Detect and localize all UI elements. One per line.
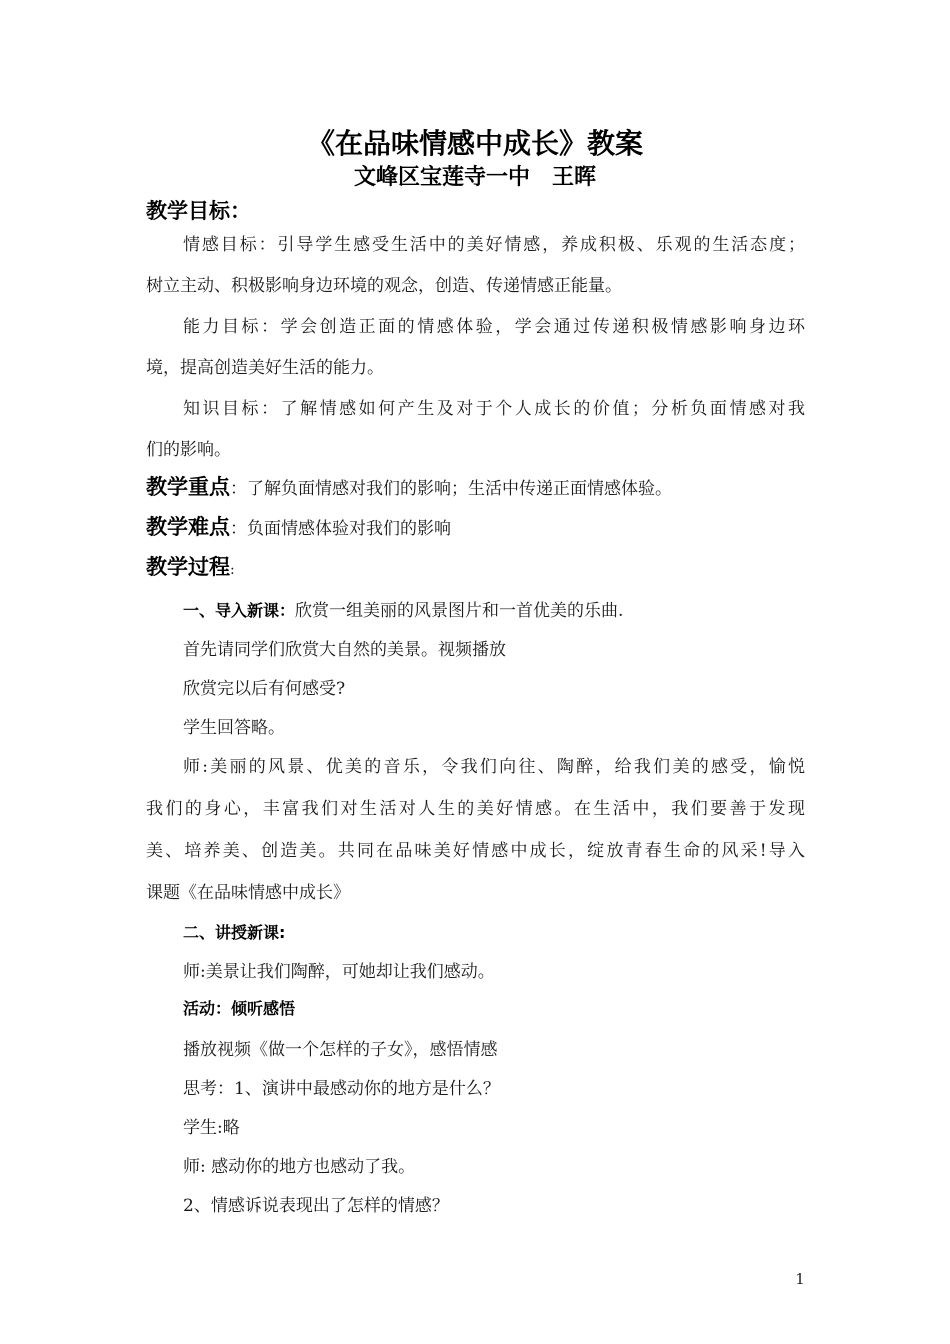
process-label: 教学过程 bbox=[146, 555, 230, 579]
process-p3: 学生回答略。 bbox=[183, 718, 285, 738]
ability-objective-line2: 境，提高创造美好生活的能力。 bbox=[146, 358, 384, 378]
teacher-paragraph-line3: 美、培养美、创造美。共同在品味美好情感中成长，绽放青春生命的风采!导入 bbox=[146, 841, 805, 861]
process-p8: 学生:略 bbox=[183, 1118, 240, 1138]
process-p1: 首先请同学们欣赏大自然的美景。视频播放 bbox=[183, 640, 506, 660]
process-p10: 2、情感诉说表现出了怎样的情感？ bbox=[183, 1196, 449, 1216]
process-colon: : bbox=[230, 562, 235, 578]
intro-paragraph bbox=[183, 596, 623, 621]
process-p5: 师:美景让我们陶醉，可她却让我们感动。 bbox=[183, 962, 495, 982]
ability-objective-line1: 能力目标：学会创造正面的情感体验，学会通过传递积极情感影响身边环 bbox=[183, 317, 805, 337]
process-p9: 师: 感动你的地方也感动了我。 bbox=[183, 1157, 416, 1177]
knowledge-objective-line2: 们的影响。 bbox=[146, 440, 231, 460]
objectives-heading: 教学目标： bbox=[146, 199, 251, 223]
difficulty bbox=[146, 511, 451, 541]
process-p7: 思考：1、演讲中最感动你的地方是什么？ bbox=[183, 1079, 500, 1099]
emotion-objective-line1: 情感目标：引导学生感受生活中的美好情感，养成积极、乐观的生活态度； bbox=[183, 235, 805, 255]
activity-heading: 活动：倾听感悟 bbox=[183, 999, 296, 1018]
key-point-label: 教学重点 bbox=[146, 475, 230, 499]
key-point-text: ：了解负面情感对我们的影响；生活中传递正面情感体验。 bbox=[230, 479, 672, 499]
difficulty-label: 教学难点 bbox=[146, 515, 230, 539]
intro-text: 欣赏一组美丽的风景图片和一首优美的乐曲. bbox=[295, 601, 624, 621]
author-line: 文峰区宝莲寺一中 王晖 bbox=[353, 165, 596, 190]
process-p6: 播放视频《做一个怎样的子女》，感悟情感 bbox=[183, 1040, 498, 1060]
knowledge-objective-line1: 知识目标：了解情感如何产生及对于个人成长的价值；分析负面情感对我 bbox=[183, 399, 805, 419]
new-lesson-heading: 二、讲授新课: bbox=[183, 923, 286, 942]
difficulty-text: ：负面情感体验对我们的影响 bbox=[230, 519, 451, 539]
document-title: 《在品味情感中成长》教案 bbox=[306, 127, 643, 160]
teacher-paragraph-line2: 我们的身心，丰富我们对生活对人生的美好情感。在生活中，我们要善于发现 bbox=[146, 799, 805, 819]
emotion-objective-line2: 树立主动、积极影响身边环境的观念，创造、传递情感正能量。 bbox=[146, 276, 622, 296]
teacher-paragraph-line1: 师:美丽的风景、优美的音乐，令我们向往、陶醉，给我们美的感受，愉悦 bbox=[183, 757, 805, 777]
page-number: 1 bbox=[795, 1270, 805, 1288]
key-point bbox=[146, 471, 672, 501]
intro-label: 一、导入新课： bbox=[183, 601, 296, 620]
process-heading bbox=[146, 551, 235, 581]
process-p2: 欣赏完以后有何感受? bbox=[183, 679, 346, 699]
teacher-paragraph-line4: 课题《在品味情感中成长》 bbox=[146, 883, 350, 903]
